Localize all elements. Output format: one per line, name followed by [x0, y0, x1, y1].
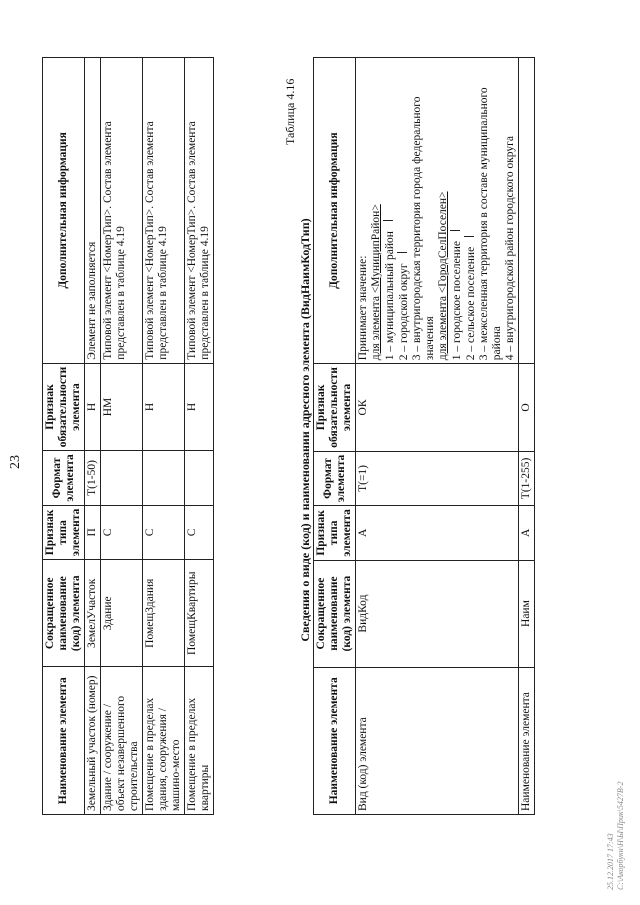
cell-required: Н [85, 363, 101, 451]
group2-item: 4 – внутригородской район городского округа [504, 136, 516, 361]
cell-name: Помещение в пределах квартиры [185, 667, 214, 815]
group2-item: 1 – городское поселение [450, 61, 464, 360]
cell-type: А [356, 506, 519, 560]
cell-info: Типовой элемент <НомерТип>. Состав элемента представлен в таблице 4.19 [143, 58, 185, 364]
cell-format [101, 451, 143, 505]
cell-format [185, 451, 214, 505]
table-row [143, 58, 185, 815]
cell-type: С [143, 505, 185, 559]
page-number: 23 [8, 455, 23, 469]
cell-code: Здание [101, 560, 143, 667]
cell-required: ОК [356, 364, 519, 452]
table-header-row [314, 58, 356, 815]
col-header-name: Наименование элемента [314, 667, 356, 814]
group2-title: для элемента <ГородСелПоселен> [437, 191, 449, 361]
cell-info: Элемент не заполняется [85, 58, 101, 364]
table-row [185, 58, 214, 815]
col-header-type: Признак типа элемента [43, 505, 85, 559]
table-heading: Сведения о виде (код) и наименовании адресного элемента (ВидНаимКодТип) [298, 218, 312, 642]
col-header-code: Сокращенное наименование (код) элемента [43, 560, 85, 667]
cell-required: Н [143, 363, 185, 451]
cell-type: П [85, 505, 101, 559]
cell-name: Помещение в пределах здания, сооружения / машино-место [143, 667, 185, 815]
col-header-info: Дополнительная информация [43, 58, 85, 364]
group2-item: 3 – межселенная территория в составе муниципального района [478, 87, 503, 361]
cell-format: T(1-255) [519, 451, 535, 505]
col-header-format: Формат элемента [314, 451, 356, 505]
cell-required: О [519, 364, 535, 452]
cell-info [356, 58, 519, 364]
cell-name: Наименование элемента [519, 667, 535, 814]
col-header-required: Признак обязательности элемента [43, 363, 85, 451]
col-header-required: Признак обязательности элемента [314, 364, 356, 452]
col-header-info: Дополнительная информация [314, 58, 356, 364]
cell-format [143, 451, 185, 505]
table-header-row [43, 58, 85, 815]
cell-code: ВидКод [356, 560, 519, 667]
cell-name: Земельный участок (номер) [85, 667, 101, 815]
cell-type: А [519, 506, 535, 560]
cell-code: ПомещЗдания [143, 560, 185, 667]
cell-required: НМ [101, 363, 143, 451]
table-row [85, 58, 101, 815]
cell-required: Н [185, 363, 214, 451]
cell-code: ЗемелУчасток [85, 560, 101, 667]
group2-item: 2 – сельское поселение [464, 61, 478, 360]
cell-format: T(=1) [356, 451, 519, 505]
file-stamp: 25.12.2017 17:43 С:\Акорбукн\Н\Ы\Прик\5427В-2 [606, 781, 625, 890]
group1-title: для элемента <МуниципРайон> [370, 204, 382, 361]
table-elements [42, 57, 214, 815]
col-header-format: Формат элемента [43, 451, 85, 505]
cell-name: Здание / сооружение / объект незавершенного строительства [101, 667, 143, 815]
group1-item: 1 – муниципальный район [383, 61, 397, 360]
cell-name: Вид (код) элемента [356, 667, 519, 814]
table-caption: Таблица 4.16 [283, 78, 297, 145]
info-intro: Принимает значение: [357, 255, 369, 361]
cell-type: С [101, 505, 143, 559]
cell-info [519, 58, 535, 364]
cell-info: Типовой элемент <НомерТип>. Состав элемента представлен в таблице 4.19 [185, 58, 214, 364]
cell-code: Наим [519, 560, 535, 667]
group1-item: 2 – городской округ [397, 61, 411, 360]
cell-code: ПомещКвартиры [185, 560, 214, 667]
cell-format: T(1-50) [85, 451, 101, 505]
table-row [519, 58, 535, 815]
group1-item: 3 – внутригородская территория города федерального значения [411, 96, 436, 361]
col-header-name: Наименование элемента [43, 667, 85, 815]
table-row [356, 58, 519, 815]
cell-type: С [185, 505, 214, 559]
col-header-type: Признак типа элемента [314, 506, 356, 560]
col-header-code: Сокращенное наименование (код) элемента [314, 560, 356, 667]
table-vid-naim [313, 57, 535, 815]
table-row [101, 58, 143, 815]
cell-info: Типовой элемент <НомерТип>. Состав элемента представлен в таблице 4.19 [101, 58, 143, 364]
